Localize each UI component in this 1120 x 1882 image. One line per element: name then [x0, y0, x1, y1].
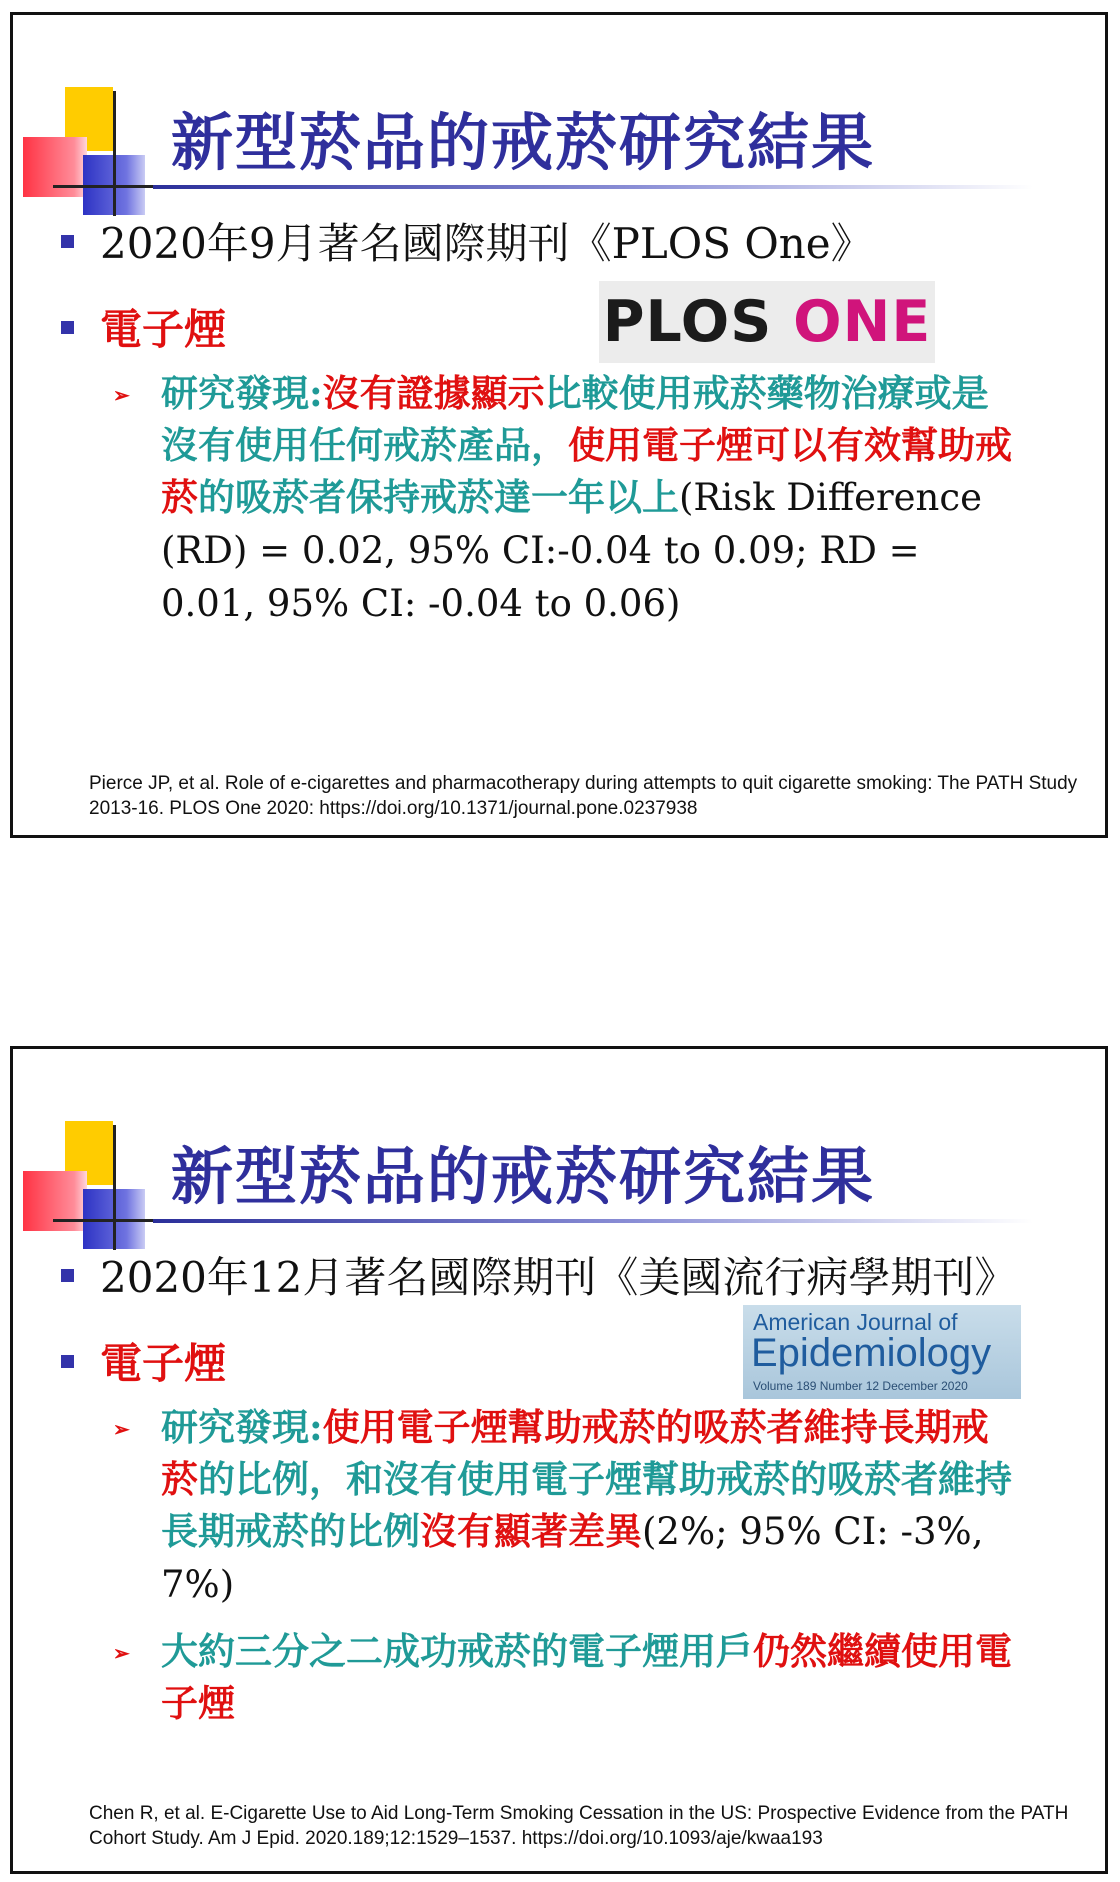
- arrow-bullet-icon: ➢: [113, 383, 130, 407]
- decoration-red-square: [23, 1171, 87, 1231]
- continued-use-lead: 大約三分之二成功戒菸的電子煙用戶: [161, 1629, 753, 1673]
- continued-use-emphasis: 仍然繼續使用電子煙: [161, 1629, 1012, 1725]
- arrow-bullet-icon: ➢: [113, 1641, 130, 1665]
- bullet-ecig-text: 電子煙: [100, 305, 227, 354]
- bullet-square-icon: [61, 1269, 74, 1282]
- aje-logo-line2: Epidemiology: [751, 1331, 992, 1375]
- bullet-journal-text: 2020年9月著名國際期刊《PLOS One》: [100, 219, 873, 268]
- slide-title: 新型菸品的戒菸研究結果: [171, 1140, 876, 1213]
- finding-no-evidence: 沒有證據顯示: [322, 371, 545, 415]
- finding-outcome: 的吸菸者保持戒菸達一年以上: [198, 475, 679, 519]
- reference-citation: Pierce JP, et al. Role of e-cigarettes and pharmacotherapy during attempts to quit cigarette smoking: The PATH Study 2013-16. PLOS One 2020: https://doi.org/10.1371/journal.pone.0237938: [89, 773, 1078, 819]
- finding-ecig-group: 使用電子煙幫助戒菸的吸菸者維持長期戒菸: [161, 1405, 989, 1501]
- bullet-square-icon: [61, 1355, 74, 1368]
- slide-2: [10, 1046, 1108, 1874]
- sub-bullet-continued-use: [113, 1625, 1013, 1729]
- plos-logo-part1: PLOS: [602, 289, 773, 355]
- bullet-ecig: [61, 1331, 226, 1391]
- bullet-journal: [61, 1245, 1016, 1305]
- reference-citation: Chen R, et al. E-Cigarette Use to Aid Long-Term Smoking Cessation in the US: Prospective Evidence from the PATH Cohort Study. Am J Epid. 2020.189;12:1529–1537. https://doi.org/10.1093/aje/kwaa193: [89, 1803, 1069, 1849]
- finding-lead: 研究發現:: [161, 371, 323, 415]
- title-underline: [153, 1219, 1033, 1223]
- finding-comparison: 比較使用戒菸藥物治療或是沒有使用任何戒菸產品，: [161, 371, 989, 467]
- decoration-vertical-line: [113, 91, 116, 216]
- bullet-journal: [61, 211, 873, 271]
- decoration-horizontal-line: [53, 1219, 163, 1222]
- title-decoration: [23, 87, 163, 217]
- bullet-square-icon: [61, 321, 74, 334]
- finding-lead: 研究發現:: [161, 1405, 323, 1449]
- decoration-horizontal-line: [53, 185, 163, 188]
- plos-logo-part2: ONE: [772, 289, 932, 355]
- slide-title: 新型菸品的戒菸研究結果: [171, 106, 876, 179]
- bullet-journal-text: 2020年12月著名國際期刊《美國流行病學期刊》: [100, 1253, 1017, 1302]
- finding-statistics: (2%; 95% CI: -3%, 7%): [161, 1510, 984, 1606]
- aje-logo-line1: American Journal of: [753, 1309, 958, 1335]
- bullet-ecig-text: 電子煙: [100, 1339, 227, 1388]
- finding-statistics: (Risk Difference (RD) = 0.02, 95% CI:-0.04 to 0.09; RD = 0.01, 95% CI: -0.04 to 0.06): [161, 476, 983, 625]
- finding-no-significant-difference: 沒有顯著差異: [420, 1509, 642, 1553]
- title-decoration: [23, 1121, 163, 1251]
- finding-comparison: 的比例，和沒有使用電子煙幫助戒菸的吸菸者維持長期戒菸的比例: [161, 1457, 1012, 1553]
- title-underline: [153, 185, 1033, 189]
- slide-1: [10, 12, 1108, 838]
- sub-bullet-finding: [113, 1401, 1013, 1611]
- arrow-bullet-icon: ➢: [113, 1417, 130, 1441]
- bullet-ecig: [61, 297, 226, 357]
- finding-ecig-effective: 使用電子煙可以有效幫助戒菸: [161, 423, 1012, 519]
- sub-bullet-finding: [113, 367, 1013, 630]
- decoration-red-square: [23, 137, 87, 197]
- bullet-square-icon: [61, 235, 74, 248]
- decoration-vertical-line: [113, 1125, 116, 1250]
- aje-journal-logo: [743, 1305, 1021, 1399]
- plos-one-logo: [599, 281, 935, 363]
- aje-logo-line3: Volume 189 Number 12 December 2020: [753, 1379, 968, 1393]
